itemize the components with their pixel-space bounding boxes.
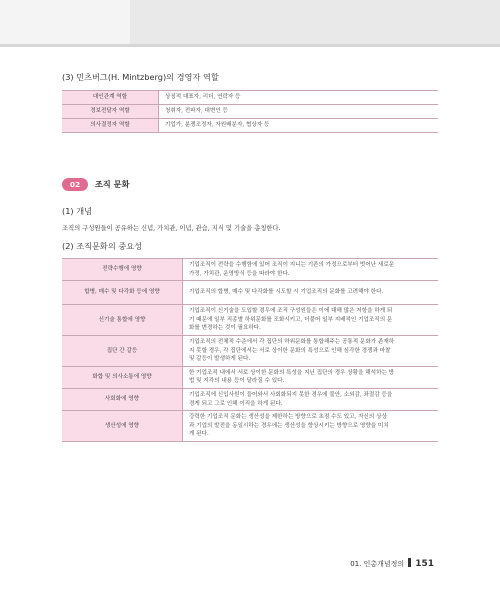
importance-title: (2) 조직문화의 중요성	[62, 241, 143, 251]
section02-title: 조직 문화	[95, 179, 130, 189]
desc-line: 기업조직의 합병, 매수 및 다각화를 시도할 시 기업조직의 문화를 고려해야 한다.	[189, 289, 384, 296]
header-rule	[0, 44, 500, 47]
desc-line: 과 기업의 발전을 동일시하는 경우에는 생산성을 향상시키는 방향으로 영향을 미치	[189, 422, 389, 429]
concept-title: (1) 개념	[62, 206, 93, 216]
desc-line: 및 갈등이 발생하게 된다.	[189, 356, 251, 363]
factor-desc	[183, 366, 439, 388]
footer-chapter: 01. 인총개념정의	[350, 560, 405, 568]
desc-line: 화를 변경하는 것이 필요하다.	[189, 325, 261, 332]
page-header-band	[0, 0, 500, 44]
table-row	[62, 335, 438, 366]
desc-line: 기업조직이 전략을 수행함에 있어 조직이 지니는 기존의 가정으로부터 벗어난 새로운	[189, 262, 395, 268]
header-tab	[0, 0, 130, 44]
footer-divider	[408, 558, 411, 567]
table-row	[62, 388, 438, 410]
factor-desc	[183, 259, 439, 281]
mintzberg-roles-table	[62, 90, 438, 133]
page-footer	[350, 558, 434, 569]
desc-line: 경게 되고 그로 인해 이직을 하게 된다.	[189, 400, 283, 407]
role-desc: 상징적 대표자, 리더, 연락자 등	[159, 91, 439, 105]
factor-desc	[183, 388, 439, 410]
table-row	[62, 411, 438, 442]
section-number-badge: 02	[62, 178, 88, 191]
desc-line: 기 때문에 일부 직종별 하위문화를 조화시키고, 더불어 일부 지배적인 기업조직의 문	[189, 316, 393, 323]
factor-name: 생산성에 영향	[62, 411, 183, 442]
role-name: 대인관계 역할	[62, 91, 159, 105]
factor-name: 화합 및 의사소통에 영향	[62, 366, 183, 388]
factor-name: 집단 간 갈등	[62, 335, 183, 366]
desc-line: 기업조직에 신입사원이 들어와서 사회화되지 못한 경우에 불안, 소외감, 좌절감 등을	[189, 391, 393, 398]
page-number: 151	[415, 559, 434, 569]
factor-name: 신기술 통합에 영향	[62, 305, 183, 336]
factor-desc	[183, 411, 439, 442]
table-row	[62, 366, 438, 388]
factor-name: 전략수행에 영향	[62, 259, 183, 281]
role-desc: 청취자, 전파자, 대변인 등	[159, 105, 439, 119]
factor-desc	[183, 281, 439, 305]
desc-line: 가정, 가치관, 운영방식 등을 따라야 한다.	[189, 270, 290, 277]
culture-importance-table	[62, 258, 438, 442]
desc-line: 기업조직이 신기술을 도입할 경우에 조직 구성원들은 이에 대해 많은 저항을 하게 되	[189, 308, 393, 315]
factor-name: 사회화에 영향	[62, 388, 183, 410]
factor-desc	[183, 305, 439, 336]
table-row	[62, 105, 438, 119]
table-row	[62, 305, 438, 336]
desc-line: 게 된다.	[189, 431, 209, 438]
role-name: 정보전달자 역할	[62, 105, 159, 119]
desc-line: 강력한 기업조직 문화는 생산성을 제한하는 방향으로 초점 수도 있고, 자신의 상상	[189, 414, 387, 421]
concept-text: 조직의 구성원들이 공유하는 신념, 가치관, 이념, 관습, 지식 및 기술을 총칭한다.	[62, 225, 281, 232]
table-row	[62, 91, 438, 105]
desc-line: 지 못할 경우, 각 집단에서는 서로 상이한 문화의 특성으로 인해 심각한 경쟁과 마찰	[189, 347, 391, 354]
desc-line: 기업조직의 전체적 수준에서 각 집단의 하위문화를 통합해주는 공통적 문화가 존재하	[189, 338, 395, 345]
role-desc: 기업가, 분쟁조정자, 자원배분자, 협상자 등	[159, 119, 439, 133]
desc-line: 한 기업조직 내에서 서로 상이한 문화의 특성을 지닌 집단의 경우 상황을 해석하는 방	[189, 369, 395, 376]
table-row	[62, 281, 438, 305]
factor-name: 합병, 매수 및 다각화 등에 영향	[62, 281, 183, 305]
table-row	[62, 259, 438, 281]
desc-line: 법 및 지각의 내용 등이 달라질 수 있다.	[189, 378, 285, 385]
role-name: 의사결정자 역할	[62, 119, 159, 133]
factor-desc	[183, 335, 439, 366]
table-row	[62, 119, 438, 133]
section3-title: (3) 민츠버그(H. Mintzberg)의 경영자 역할	[62, 72, 219, 82]
